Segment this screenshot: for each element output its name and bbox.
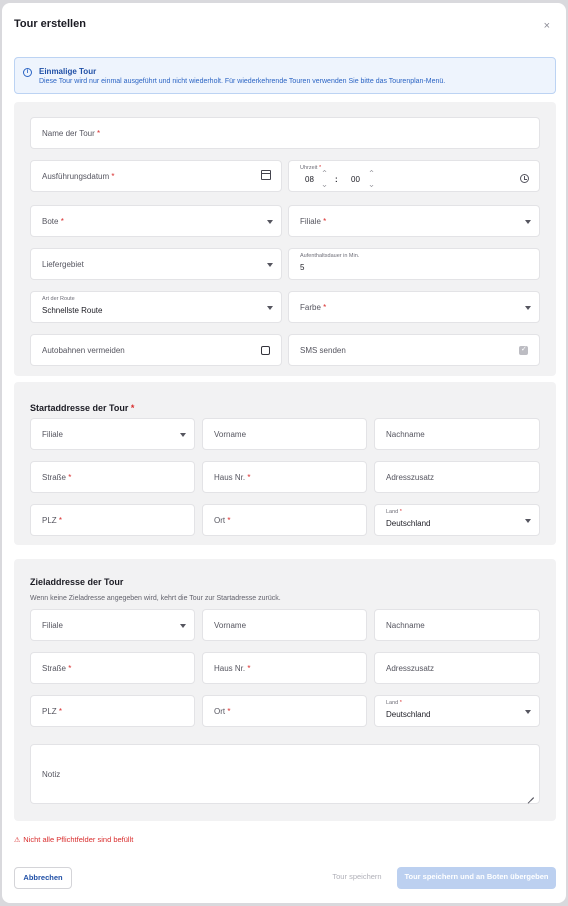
chevron-down-icon[interactable] <box>525 710 531 714</box>
start-zip-label: PLZ <box>42 516 57 525</box>
start-street-label: Straße <box>42 473 67 482</box>
note-label: Notiz <box>42 770 61 779</box>
dest-country-value: Deutschland <box>386 710 431 719</box>
dialog-title: Tour erstellen <box>14 18 86 30</box>
dest-street-label: Straße <box>42 664 67 673</box>
required-mark: * <box>399 700 402 706</box>
chevron-down-icon[interactable] <box>525 306 531 310</box>
avoid-highways-label: Autobahnen vermeiden <box>42 346 125 355</box>
required-mark: * <box>247 473 251 482</box>
required-mark: * <box>318 165 322 171</box>
start-branch-label: Filiale <box>42 430 63 439</box>
chevron-down-icon[interactable] <box>180 433 186 437</box>
chevron-down-icon[interactable] <box>180 624 186 628</box>
note-textarea[interactable] <box>30 744 540 804</box>
required-mark: * <box>247 664 251 673</box>
time-label: Uhrzeit <box>300 165 318 171</box>
start-country-select[interactable] <box>374 504 540 536</box>
avoid-highways-checkbox[interactable] <box>261 346 270 355</box>
minute-up-icon[interactable]: ^ <box>369 170 375 177</box>
date-field[interactable] <box>30 160 282 192</box>
start-house-no-label: Haus Nr. <box>214 473 246 482</box>
required-mark: * <box>399 509 402 515</box>
delivery-area-label: Liefergebiet <box>42 260 84 269</box>
info-title: Einmalige Tour <box>39 67 97 76</box>
info-banner <box>14 57 556 94</box>
warning-icon: ⚠ <box>14 836 21 844</box>
dest-street-field[interactable] <box>30 652 195 684</box>
required-mark: * <box>130 403 135 413</box>
tour-dialog <box>2 3 566 903</box>
dialog-header <box>14 18 554 38</box>
validation-error-text: Nicht alle Pflichtfelder sind befüllt <box>23 835 134 844</box>
start-house-no-field[interactable] <box>202 461 367 493</box>
dest-city-field[interactable] <box>202 695 367 727</box>
validation-error <box>14 835 133 844</box>
route-type-value: Schnellste Route <box>42 306 103 315</box>
required-mark: * <box>227 707 231 716</box>
start-city-label: Ort <box>214 516 226 525</box>
dest-branch-label: Filiale <box>42 621 63 630</box>
dest-address-extra-label: Adresszusatz <box>386 664 435 673</box>
time-separator: : <box>335 175 338 184</box>
sms-checkbox[interactable] <box>519 346 528 355</box>
chevron-down-icon[interactable] <box>525 519 531 523</box>
close-icon[interactable]: × <box>543 20 550 32</box>
delivery-area-select[interactable] <box>30 248 282 280</box>
required-mark: * <box>68 664 72 673</box>
start-last-name-field[interactable] <box>374 418 540 450</box>
dest-address-extra-field[interactable] <box>374 652 540 684</box>
dest-house-no-label: Haus Nr. <box>214 664 246 673</box>
dest-country-select[interactable] <box>374 695 540 727</box>
time-minute-input[interactable]: 00 <box>351 175 360 184</box>
required-mark: * <box>58 516 63 525</box>
stay-duration-label: Aufenthaltsdauer in Min. <box>300 253 360 259</box>
required-mark: * <box>60 217 64 226</box>
dest-zip-field[interactable] <box>30 695 195 727</box>
hour-down-icon[interactable]: ^ <box>322 180 328 187</box>
route-type-label: Art der Route <box>42 296 75 302</box>
save-tour-button[interactable]: Tour speichern <box>324 867 390 889</box>
start-first-name-label: Vorname <box>214 430 247 439</box>
general-section <box>14 102 556 376</box>
tour-name-field[interactable] <box>30 117 540 149</box>
required-mark: * <box>111 172 115 181</box>
info-text: Diese Tour wird nur einmal ausgeführt und nicht wiederholt. Für wiederkehrende Touren verwenden Sie bitte das Tourenplan-Menü. <box>39 78 446 85</box>
save-and-assign-button[interactable]: Tour speichern und an Boten übergeben <box>397 867 556 889</box>
required-mark: * <box>227 516 231 525</box>
dest-city-label: Ort <box>214 707 226 716</box>
time-hour-input[interactable]: 08 <box>305 175 314 184</box>
hour-up-icon[interactable]: ^ <box>322 170 328 177</box>
chevron-down-icon[interactable] <box>525 220 531 224</box>
branch-label: Filiale <box>300 217 321 226</box>
start-country-value: Deutschland <box>386 519 431 528</box>
dest-zip-label: PLZ <box>42 707 57 716</box>
tour-name-label: Name der Tour <box>42 129 95 138</box>
stay-duration-value: 5 <box>300 263 305 272</box>
required-mark: * <box>323 217 327 226</box>
start-city-field[interactable] <box>202 504 367 536</box>
branch-select[interactable] <box>288 205 540 237</box>
sms-field[interactable] <box>288 334 540 366</box>
info-icon: i <box>23 68 32 77</box>
start-branch-select[interactable] <box>30 418 195 450</box>
dest-branch-select[interactable] <box>30 609 195 641</box>
start-address-title: Startaddresse der Tour <box>30 403 129 413</box>
color-label: Farbe <box>300 303 321 312</box>
route-type-select[interactable] <box>30 291 282 323</box>
start-zip-field[interactable] <box>30 504 195 536</box>
dest-last-name-field[interactable] <box>374 609 540 641</box>
color-select[interactable] <box>288 291 540 323</box>
required-mark: * <box>68 473 72 482</box>
stay-duration-field[interactable] <box>288 248 540 280</box>
date-label: Ausführungsdatum <box>42 172 110 181</box>
cancel-button[interactable]: Abbrechen <box>14 867 72 889</box>
chevron-down-icon[interactable] <box>267 220 273 224</box>
chevron-down-icon[interactable] <box>267 263 273 267</box>
destination-address-title: Zieladdresse der Tour <box>30 577 124 587</box>
avoid-highways-field[interactable] <box>30 334 282 366</box>
dest-last-name-label: Nachname <box>386 621 425 630</box>
dest-first-name-label: Vorname <box>214 621 247 630</box>
start-first-name-field[interactable] <box>202 418 367 450</box>
required-mark: * <box>58 707 63 716</box>
dest-country-label: Land <box>386 700 399 706</box>
dest-house-no-field[interactable] <box>202 652 367 684</box>
chevron-down-icon[interactable] <box>267 306 273 310</box>
start-street-field[interactable] <box>30 461 195 493</box>
clock-icon[interactable] <box>520 174 529 183</box>
courier-select[interactable] <box>30 205 282 237</box>
dest-first-name-field[interactable] <box>202 609 367 641</box>
courier-label: Bote <box>42 217 59 226</box>
start-country-label: Land <box>386 509 399 515</box>
sms-label: SMS senden <box>300 346 346 355</box>
time-field[interactable] <box>288 160 540 192</box>
destination-address-section <box>14 559 556 821</box>
start-address-section <box>14 382 556 545</box>
required-mark: * <box>97 129 101 138</box>
destination-address-subtitle: Wenn keine Zieladresse angegeben wird, kehrt die Tour zur Startadresse zurück. <box>30 595 281 602</box>
start-address-extra-label: Adresszusatz <box>386 473 435 482</box>
start-last-name-label: Nachname <box>386 430 425 439</box>
resize-handle-icon[interactable] <box>526 790 534 798</box>
calendar-icon[interactable] <box>261 170 271 180</box>
required-mark: * <box>323 303 327 312</box>
start-address-extra-field[interactable] <box>374 461 540 493</box>
minute-down-icon[interactable]: ^ <box>369 180 375 187</box>
